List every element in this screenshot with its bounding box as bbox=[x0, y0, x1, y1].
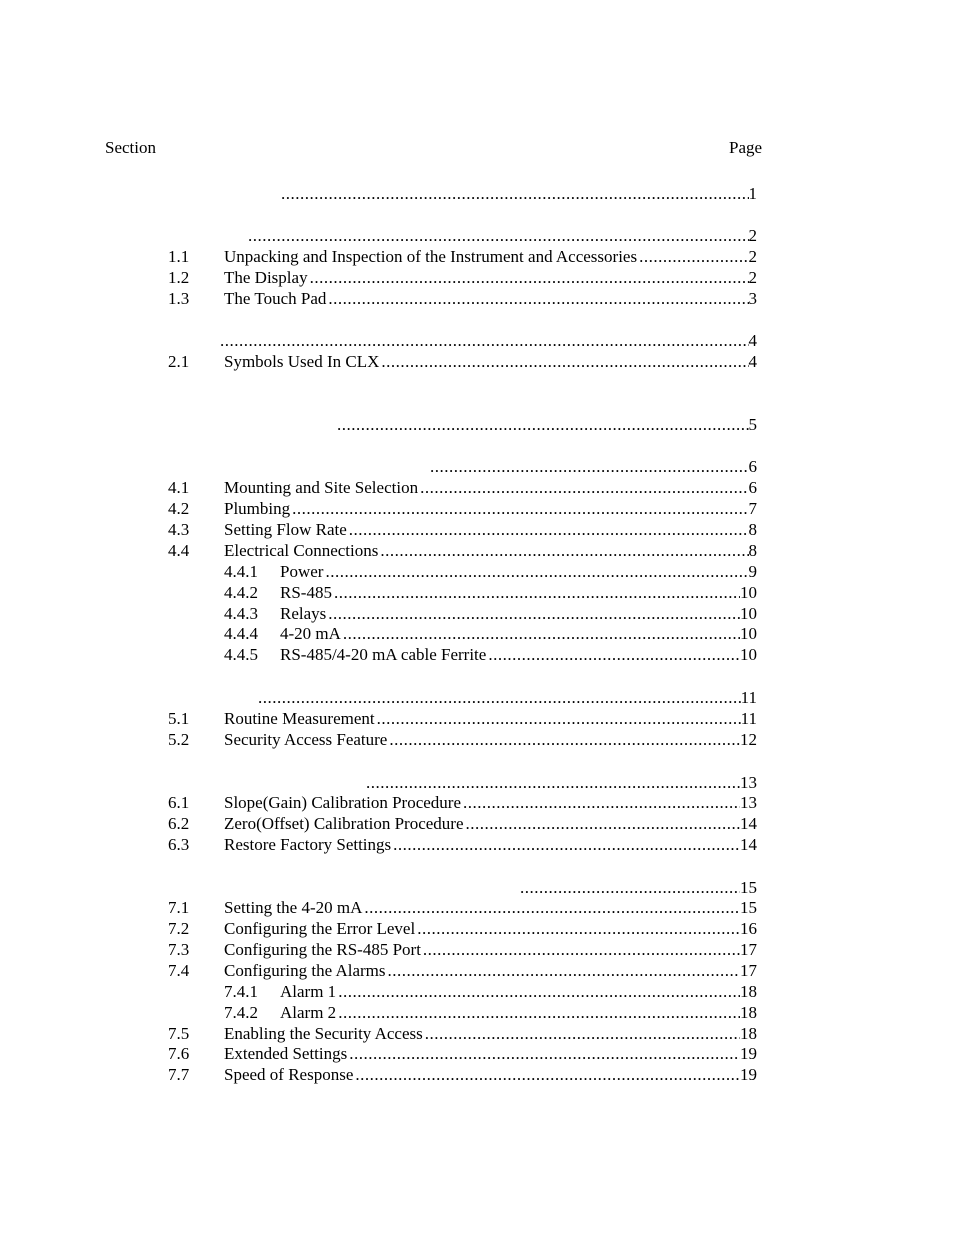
dot-leader bbox=[423, 939, 740, 960]
toc-entry-title: Routine Measurement bbox=[224, 709, 375, 728]
toc-entry-title: Configuring the RS-485 Port bbox=[224, 940, 421, 959]
toc-entry-row[interactable] bbox=[224, 1064, 757, 1085]
toc-chapter-row[interactable] bbox=[520, 877, 757, 898]
toc-entry-row[interactable] bbox=[224, 918, 757, 939]
toc-entry-row[interactable] bbox=[280, 644, 757, 665]
dot-leader bbox=[393, 834, 740, 855]
dot-leader bbox=[366, 772, 740, 793]
toc-entry-row[interactable] bbox=[280, 582, 757, 603]
dot-leader bbox=[281, 183, 749, 204]
toc-entry-title: Enabling the Security Access bbox=[224, 1024, 423, 1043]
toc-entry-number: 4.2 bbox=[168, 499, 190, 518]
toc-entry-title: The Touch Pad bbox=[224, 289, 327, 308]
toc-page-number: 18 bbox=[740, 1003, 757, 1022]
toc-chapter-row[interactable] bbox=[248, 225, 757, 246]
toc-page-number: 8 bbox=[748, 541, 757, 560]
toc-entry-number: 1.2 bbox=[168, 268, 190, 287]
toc-entry-number: 7.6 bbox=[168, 1044, 190, 1063]
toc-chapter-row[interactable] bbox=[337, 414, 757, 435]
dot-leader bbox=[380, 540, 748, 561]
toc-page-number: 11 bbox=[740, 709, 757, 728]
dot-leader bbox=[349, 519, 749, 540]
dot-leader bbox=[349, 1043, 740, 1064]
toc-entry-row[interactable] bbox=[224, 708, 757, 729]
toc-entry-title: RS-485 bbox=[280, 583, 332, 602]
toc-entry-title: Setting the 4-20 mA bbox=[224, 898, 363, 917]
toc-entry-title: Configuring the Alarms bbox=[224, 961, 386, 980]
toc-entry-row[interactable] bbox=[224, 1023, 757, 1044]
dot-leader bbox=[639, 246, 748, 267]
toc-page-number: 9 bbox=[748, 562, 757, 581]
dot-leader bbox=[343, 623, 740, 644]
toc-entry-number: 5.2 bbox=[168, 730, 190, 749]
toc-entry-row[interactable] bbox=[280, 603, 757, 624]
toc-entry-title: Restore Factory Settings bbox=[224, 835, 392, 854]
toc-entry-row[interactable] bbox=[224, 246, 757, 267]
toc-subentry-number: 4.4.2 bbox=[224, 583, 258, 602]
dot-leader bbox=[258, 687, 741, 708]
toc-entry-number: 6.1 bbox=[168, 793, 190, 812]
toc-entry-title: Extended Settings bbox=[224, 1044, 348, 1063]
toc-chapter-row[interactable] bbox=[220, 330, 757, 351]
toc-page-number: 8 bbox=[748, 520, 757, 539]
toc-entry-number: 7.2 bbox=[168, 919, 190, 938]
toc-entry-title: RS-485/4-20 mA cable Ferrite bbox=[280, 645, 487, 664]
toc-page-number: 10 bbox=[740, 583, 757, 602]
toc-page-number: 16 bbox=[740, 919, 757, 938]
dot-leader bbox=[355, 1064, 740, 1085]
dot-leader bbox=[328, 603, 740, 624]
toc-entry-title: Plumbing bbox=[224, 499, 291, 518]
toc-subentry-number: 4.4.4 bbox=[224, 624, 258, 643]
dot-leader bbox=[337, 414, 749, 435]
toc-entry-title: Electrical Connections bbox=[224, 541, 379, 560]
toc-entry-number: 6.2 bbox=[168, 814, 190, 833]
toc-entry-row[interactable] bbox=[224, 1043, 757, 1064]
dot-leader bbox=[463, 792, 740, 813]
toc-page-number: 1 bbox=[748, 184, 757, 203]
toc-page-number: 3 bbox=[748, 289, 757, 308]
dot-leader bbox=[338, 1002, 740, 1023]
toc-entry-row[interactable] bbox=[224, 897, 757, 918]
toc-entry-title: Zero(Offset) Calibration Procedure bbox=[224, 814, 464, 833]
toc-entry-row[interactable] bbox=[280, 623, 757, 644]
toc-entry-title: Alarm 1 bbox=[280, 982, 337, 1001]
toc-entry-title: Unpacking and Inspection of the Instrument and Accessories bbox=[224, 247, 638, 266]
toc-entry-number: 7.7 bbox=[168, 1065, 190, 1084]
dot-leader bbox=[248, 225, 749, 246]
dot-leader bbox=[430, 456, 749, 477]
toc-page-number: 13 bbox=[740, 793, 757, 812]
toc-entry-title: Speed of Response bbox=[224, 1065, 354, 1084]
toc-chapter-row[interactable] bbox=[281, 183, 757, 204]
toc-page-number: 19 bbox=[740, 1065, 757, 1084]
toc-entry-number: 7.4 bbox=[168, 961, 190, 980]
dot-leader bbox=[310, 267, 749, 288]
dot-leader bbox=[425, 1023, 740, 1044]
dot-leader bbox=[364, 897, 740, 918]
toc-entry-row[interactable] bbox=[224, 477, 757, 498]
toc-page-number: 13 bbox=[740, 773, 757, 792]
dot-leader bbox=[220, 330, 749, 351]
toc-subentry-number: 4.4.1 bbox=[224, 562, 258, 581]
section-column-header: Section bbox=[105, 138, 156, 157]
toc-chapter-row[interactable] bbox=[366, 772, 757, 793]
toc-page-number: 14 bbox=[740, 835, 757, 854]
toc-entry-row[interactable] bbox=[224, 834, 757, 855]
toc-chapter-row[interactable] bbox=[430, 456, 757, 477]
toc-page-number: 6 bbox=[748, 457, 757, 476]
dot-leader bbox=[417, 918, 740, 939]
toc-page-number: 18 bbox=[740, 982, 757, 1001]
toc-entry-number: 7.5 bbox=[168, 1024, 190, 1043]
toc-page-number: 15 bbox=[740, 898, 757, 917]
dot-leader bbox=[292, 498, 748, 519]
toc-entry-number: 1.1 bbox=[168, 247, 190, 266]
toc-page-number: 4 bbox=[748, 352, 757, 371]
toc-entry-row[interactable] bbox=[224, 267, 757, 288]
toc-entry-row[interactable] bbox=[224, 351, 757, 372]
dot-leader bbox=[389, 729, 740, 750]
toc-entry-number: 4.1 bbox=[168, 478, 190, 497]
dot-leader bbox=[325, 561, 748, 582]
toc-entry-row[interactable] bbox=[224, 540, 757, 561]
toc-page-number: 10 bbox=[740, 604, 757, 623]
toc-entry-title: Slope(Gain) Calibration Procedure bbox=[224, 793, 461, 812]
toc-entry-row[interactable] bbox=[224, 498, 757, 519]
toc-page-number: 10 bbox=[740, 624, 757, 643]
toc-page-number: 10 bbox=[740, 645, 757, 664]
toc-page-number: 2 bbox=[748, 226, 757, 245]
toc-entry-title: The Display bbox=[224, 268, 308, 287]
toc-entry-title: Setting Flow Rate bbox=[224, 520, 347, 539]
toc-page-number: 15 bbox=[740, 878, 757, 897]
toc-page-number: 6 bbox=[748, 478, 757, 497]
dot-leader bbox=[328, 288, 748, 309]
toc-entry-row[interactable] bbox=[224, 939, 757, 960]
toc-entry-number: 6.3 bbox=[168, 835, 190, 854]
toc-entry-row[interactable] bbox=[280, 981, 757, 1002]
dot-leader bbox=[377, 708, 741, 729]
page-column-header: Page bbox=[729, 138, 763, 157]
toc-entry-row[interactable] bbox=[224, 960, 757, 981]
dot-leader bbox=[420, 477, 748, 498]
toc-entry-title: 4-20 mA bbox=[280, 624, 341, 643]
toc-subentry-number: 4.4.5 bbox=[224, 645, 258, 664]
toc-page-number: 4 bbox=[748, 331, 757, 350]
toc-entry-title: Relays bbox=[280, 604, 327, 623]
toc-chapter-row[interactable] bbox=[258, 687, 757, 708]
dot-leader bbox=[387, 960, 740, 981]
toc-entry-row[interactable] bbox=[224, 813, 757, 834]
toc-entry-row[interactable] bbox=[224, 729, 757, 750]
toc-entry-row[interactable] bbox=[224, 792, 757, 813]
dot-leader bbox=[488, 644, 740, 665]
toc-page-number: 19 bbox=[740, 1044, 757, 1063]
toc-page-number: 7 bbox=[748, 499, 757, 518]
dot-leader bbox=[334, 582, 740, 603]
toc-page-number: 2 bbox=[748, 247, 757, 266]
toc-entry-row[interactable] bbox=[224, 288, 757, 309]
toc-subentry-number: 4.4.3 bbox=[224, 604, 258, 623]
toc-entry-row[interactable] bbox=[280, 1002, 757, 1023]
toc-entry-title: Configuring the Error Level bbox=[224, 919, 416, 938]
dot-leader bbox=[466, 813, 741, 834]
toc-entry-title: Alarm 2 bbox=[280, 1003, 337, 1022]
toc-page-number: 17 bbox=[740, 961, 757, 980]
toc-subentry-number: 7.4.2 bbox=[224, 1003, 258, 1022]
toc-entry-number: 5.1 bbox=[168, 709, 190, 728]
dot-leader bbox=[381, 351, 748, 372]
dot-leader bbox=[520, 877, 740, 898]
toc-page-number: 14 bbox=[740, 814, 757, 833]
toc-page-number: 17 bbox=[740, 940, 757, 959]
toc-entry-title: Power bbox=[280, 562, 324, 581]
toc-page-number: 18 bbox=[740, 1024, 757, 1043]
toc-entry-title: Symbols Used In CLX bbox=[224, 352, 380, 371]
toc-entry-number: 2.1 bbox=[168, 352, 190, 371]
toc-entry-number: 4.3 bbox=[168, 520, 190, 539]
toc-page-number: 11 bbox=[740, 688, 757, 707]
toc-subentry-number: 7.4.1 bbox=[224, 982, 258, 1001]
toc-entry-number: 7.3 bbox=[168, 940, 190, 959]
toc-entry-title: Security Access Feature bbox=[224, 730, 388, 749]
toc-page-number: 5 bbox=[748, 415, 757, 434]
toc-entry-number: 4.4 bbox=[168, 541, 190, 560]
toc-entry-title: Mounting and Site Selection bbox=[224, 478, 419, 497]
toc-entry-row[interactable] bbox=[224, 519, 757, 540]
dot-leader bbox=[338, 981, 740, 1002]
toc-entry-row[interactable] bbox=[280, 561, 757, 582]
toc-page-number: 2 bbox=[748, 268, 757, 287]
toc-entry-number: 1.3 bbox=[168, 289, 190, 308]
toc-entry-number: 7.1 bbox=[168, 898, 190, 917]
toc-page-number: 12 bbox=[740, 730, 757, 749]
